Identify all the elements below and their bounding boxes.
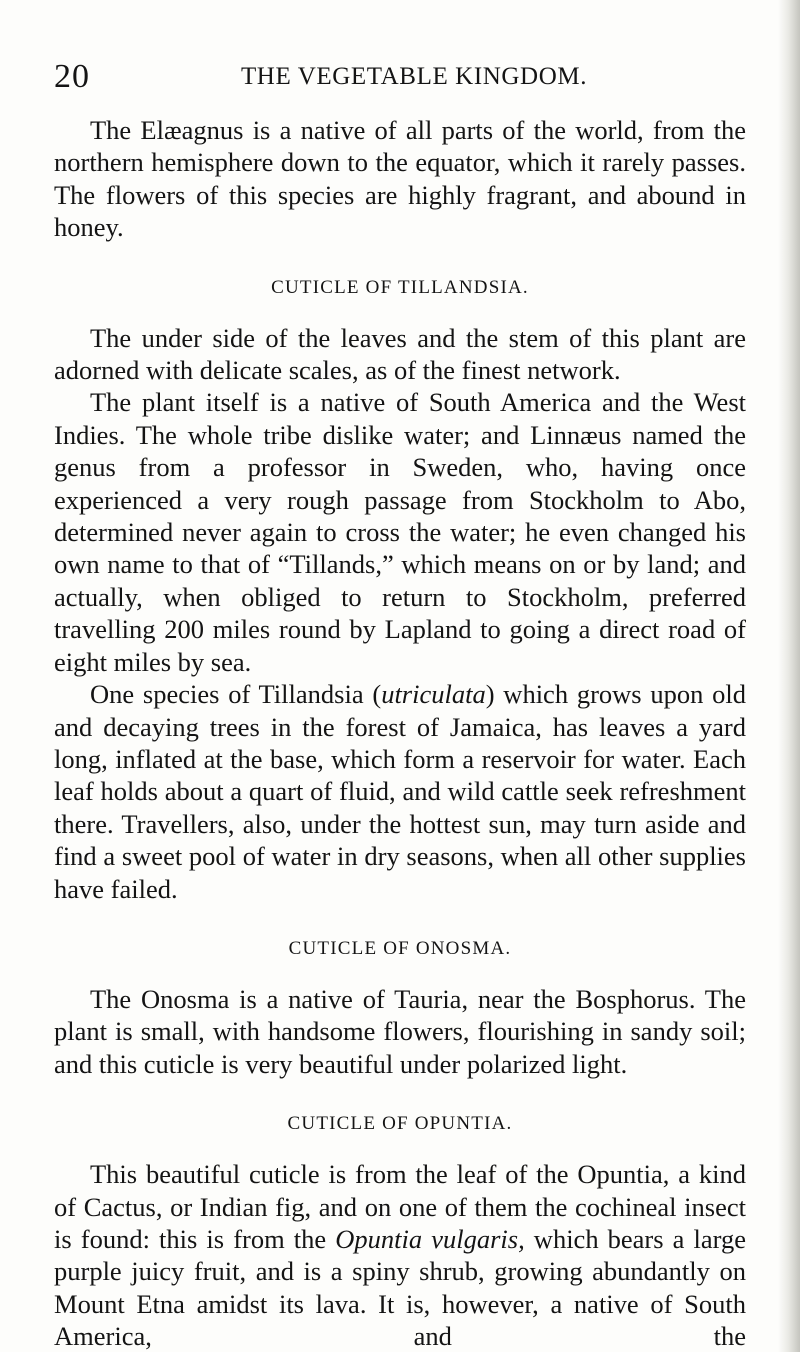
italic-species-name: utriculata xyxy=(381,679,486,710)
paragraph-onosma: The Onosma is a native of Tauria, near the Bosphorus. The plant is small, with handsome flowers, flourishing in sandy soil; and this cuticle is very beautiful under polarized light. xyxy=(54,983,746,1079)
paragraph-tillandsia-linnaeus: The plant itself is a native of South America and the West Indies. The whole tribe dislike water; and Linnæus named the genus from a professor in Sweden, who, having once experienced a very rough passage from Stockholm to Abo, determined never again to cross the water; he even changed his own name to that of “Tillands,” which means on or by land; and actually, when obliged to return to Stockholm, preferred travelling 200 miles round by Lapland to going a direct road of eight miles by sea. xyxy=(54,387,746,677)
text-run: ) which grows upon old and decaying trees in the forest of Jamaica, has leaves a yard long, inflated at the base, which form a reservoir for water. Each leaf holds about a quart of fluid, and wild cattle seek refreshment there. Travellers, also, under the hottest sun, may turn aside and find a sweet pool of water in dry seasons, when all other supplies have failed. xyxy=(54,679,746,904)
text-run: This beautiful cuticle is from the leaf of the Opuntia, a kind of Cactus, or Indian fig, and on one of them the cochineal insect is found: this is from the xyxy=(54,1159,746,1254)
body-text xyxy=(54,114,746,1353)
text-run: One species of Tillandsia ( xyxy=(90,679,382,710)
heading-cuticle-of-tillandsia: CUTICLE OF TILLANDSIA. xyxy=(271,276,529,298)
italic-species-name: Opuntia vulgaris, xyxy=(335,1223,525,1254)
running-head: THE VEGETABLE KINGDOM. xyxy=(240,63,588,90)
heading-cuticle-of-onosma: CUTICLE OF ONOSMA. xyxy=(288,937,512,959)
heading-cuticle-of-opuntia: CUTICLE OF OPUNTIA. xyxy=(287,1113,513,1135)
page-edge-shadow xyxy=(778,0,800,1352)
paragraph-tillandsia-scales: The under side of the leaves and the stem of this plant are adorned with delicate scales, as of the finest network. xyxy=(54,322,746,386)
text-run: which bears a large purple juicy fruit, and is a spiny shrub, growing abundantly on Mount Etna amidst its lava. It is, however, a native of South America, and the xyxy=(54,1223,747,1352)
page-number: 20 xyxy=(54,58,90,95)
page-header xyxy=(54,58,744,98)
paragraph-opuntia xyxy=(54,1158,746,1352)
paragraph-tillandsia-utriculata xyxy=(54,678,746,905)
paragraph-elaeagnus: The Elæagnus is a native of all parts of the world, from the northern hemisphere down to the equator, which it rarely passes. The flowers of this species are highly fragrant, and abound in honey. xyxy=(54,115,746,243)
